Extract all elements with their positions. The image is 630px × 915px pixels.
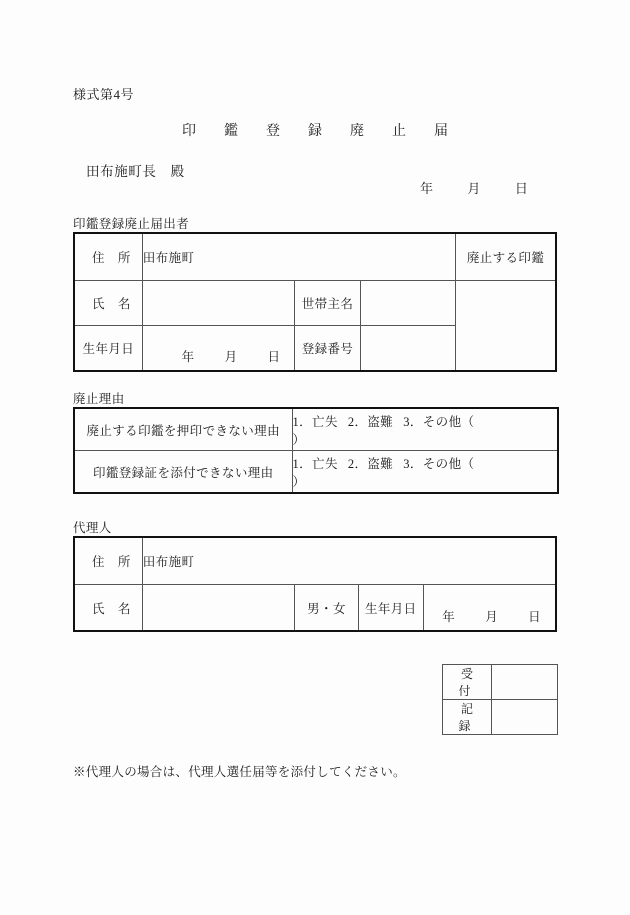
table-row	[74, 233, 556, 281]
table-row	[443, 700, 558, 735]
reason-table	[73, 407, 559, 494]
applicant-address-label: 住 所	[74, 233, 142, 281]
reason-row-0-option-3-prefix[interactable]: 3．その他（	[403, 414, 475, 429]
reason-row-0-options[interactable]	[292, 408, 558, 451]
agent-name-field[interactable]	[142, 585, 295, 632]
householder-name-field[interactable]	[360, 281, 455, 326]
reason-row-1-options[interactable]	[292, 451, 558, 494]
table-row	[74, 585, 556, 632]
applicant-name-label: 氏 名	[74, 281, 142, 326]
table-row	[443, 665, 558, 700]
agent-address-label: 住 所	[74, 537, 142, 585]
birth-year-label: 年	[181, 350, 195, 364]
form-number: 様式第4号	[73, 87, 135, 102]
date-month-label: 月	[467, 181, 481, 196]
agent-birthdate-label: 生年月日	[358, 585, 423, 632]
table-row	[74, 537, 556, 585]
agent-gender-label[interactable]: 男・女	[295, 585, 358, 632]
record-label: 記 録	[443, 700, 492, 735]
agent-section-label: 代理人	[73, 521, 112, 535]
applicant-section-label: 印鑑登録廃止届出者	[73, 217, 190, 231]
agent-birth-month-label: 月	[485, 609, 499, 624]
reason-row-0-option-1[interactable]: 1．亡失	[292, 414, 338, 429]
reason-row-0-option-2[interactable]: 2．盗難	[347, 414, 394, 429]
agent-birth-day-label: 日	[528, 609, 541, 624]
applicant-birthdate-field[interactable]	[142, 326, 295, 372]
receipt-value-field[interactable]	[492, 665, 558, 700]
table-row	[74, 408, 558, 451]
record-value-field[interactable]	[492, 700, 558, 735]
agent-birth-year-label: 年	[442, 609, 456, 624]
reason-row-0-option-3-suffix: ）	[292, 432, 306, 447]
applicant-address-field[interactable]: 田布施町	[142, 233, 455, 281]
reason-row-1-option-2[interactable]: 2．盗難	[347, 456, 394, 471]
reason-section-label: 廃止理由	[73, 392, 125, 406]
receipt-box-table	[442, 664, 558, 735]
reason-row-1-option-1[interactable]: 1．亡失	[292, 456, 338, 471]
applicant-name-field[interactable]	[142, 281, 295, 326]
birth-day-label: 日	[267, 350, 281, 364]
footnote: ※代理人の場合は、代理人選任届等を添付してください。	[73, 765, 406, 779]
reason-row-1-option-3-suffix: ）	[292, 474, 306, 489]
seal-column-header: 廃止する印鑑	[456, 233, 556, 281]
applicant-table	[73, 232, 557, 372]
agent-name-label: 氏 名	[74, 585, 142, 632]
registration-number-label: 登録番号	[295, 326, 360, 372]
submission-date-line	[420, 178, 528, 197]
agent-birthdate-field[interactable]	[423, 585, 556, 632]
table-row	[74, 281, 556, 326]
seal-impression-area[interactable]	[456, 281, 556, 372]
agent-table	[73, 536, 557, 632]
birth-month-label: 月	[224, 350, 238, 364]
reason-row-1-label: 印鑑登録証を添付できない理由	[74, 451, 292, 494]
table-row	[74, 451, 558, 494]
date-year-label: 年	[420, 181, 434, 196]
applicant-birthdate-label: 生年月日	[74, 326, 142, 372]
householder-name-label: 世帯主名	[295, 281, 360, 326]
registration-number-field[interactable]	[360, 326, 455, 372]
reason-row-1-option-3-prefix[interactable]: 3．その他（	[403, 456, 475, 471]
addressee: 田布施町長 殿	[86, 164, 185, 179]
agent-address-field[interactable]: 田布施町	[142, 537, 556, 585]
reason-row-0-label: 廃止する印鑑を押印できない理由	[74, 408, 292, 451]
receipt-label: 受 付	[443, 665, 492, 700]
page-title: 印 鑑 登 録 廃 止 届	[182, 124, 455, 139]
date-day-label: 日	[514, 181, 529, 196]
